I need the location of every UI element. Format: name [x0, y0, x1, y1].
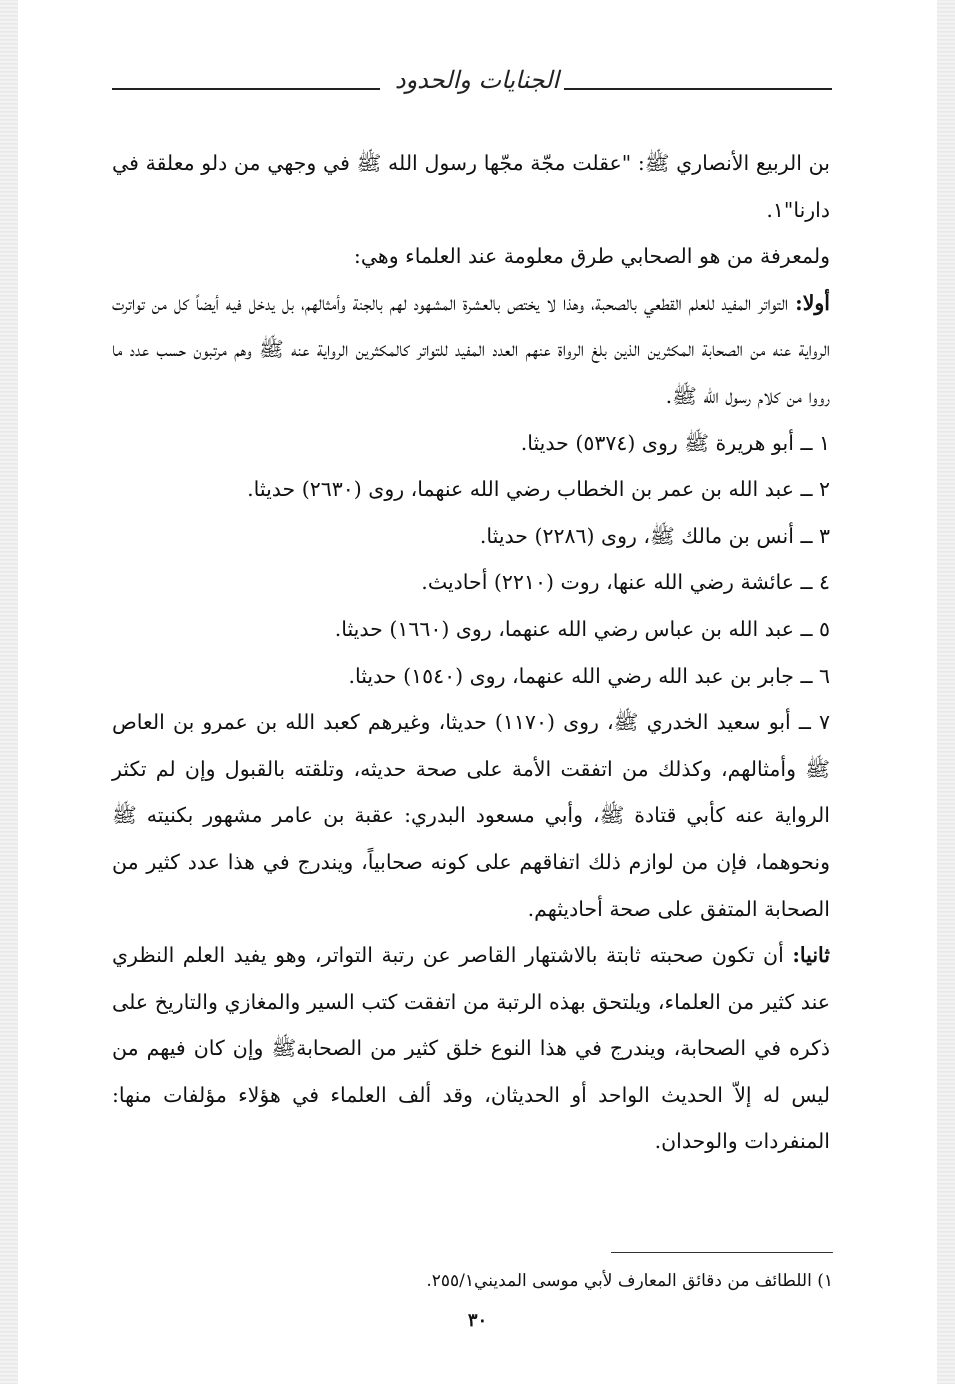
paragraph-second-method: ثانيا: أن تكون صحبته ثابتة بالاشتهار القاصر عن رتبة التواتر، وهو يفيد العلم النظري عند كثير من العلماء، ويلتحق بهذه الرتبة من اتفقت كتب السير والمغازي والتاريخ على ذكره في الصحابة، ويندرج في هذا النوع خلق كثير من الصحابةﷺ وإن كان فيهم من ليس له إلاّ الحديث الواحد أو الحديثان، وقد ألف العلماء في هؤلاء مؤلفات منها: المنفردات والوحدان. — [112, 943, 830, 1154]
list-item: ٤ ــ عائشة رضي الله عنها، روت (٢٢١٠) أحاديث. — [421, 570, 830, 595]
paragraph: بن الربيع الأنصاري ﷺ: "عقلت مجّة مجّها رسول الله ﷺ في وجهي من دلو معلقة في دارنا"١. — [112, 151, 830, 222]
running-head-title: الجنايات والحدود — [394, 66, 560, 94]
list-item: ٥ ــ عبد الله بن عباس رضي الله عنهما، روى (١٦٦٠) حديثا. — [334, 616, 830, 641]
list-item: ٦ ــ جابر بن عبد الله رضي الله عنهما، روى (١٥٤٠) حديثا. — [348, 663, 830, 688]
running-head-rule-right — [564, 88, 832, 90]
section-label: أولا: — [795, 290, 830, 315]
footnote-rule — [611, 1252, 833, 1253]
running-head — [112, 62, 832, 112]
list-item: ٧ ــ أبو سعيد الخدري ﷺ، روى (١١٧٠) حديثا، وغيرهم كعبد الله بن عمرو بن العاص ﷺ وأمثالهم، وكذلك من اتفقت الأمة على صحة حديثه، وتلقته بالقبول وإن لم تكثر الرواية عنه كأبي قتادة ﷺ، وأبي مسعود البدري: عقبة بن عامر مشهور بكنيته ﷺ ونحوهما، فإن من لوازم ذلك اتفاقهم على كونه صحابياً، ويندرج في هذا عدد كثير من الصحابة المتفق على صحة أحاديثهم. — [112, 710, 831, 921]
list-item: ١ ــ أبو هريرة ﷺ روى (٥٣٧٤) حديثا. — [520, 430, 830, 455]
body-text — [112, 140, 830, 1165]
page-number: ٣٠ — [467, 1310, 488, 1331]
list-item: ٣ ــ أنس بن مالك ﷺ، روى (٢٢٨٦) حديثا. — [479, 523, 830, 548]
footnote: ١) اللطائف من دقائق المعارف لأبي موسى المديني٢٥٥/١. — [426, 1271, 833, 1291]
paragraph: ولمعرفة من هو الصحابي طرق معلومة عند العلماء وهي: — [353, 244, 830, 269]
paragraph-first-method: أولا: التواتر المفيد للعلم القطعي بالصحبة، وهذا لا يختص بالعشرة المشهود لهم بالجنة وأمثالهم، بل يدخل فيه أيضاً كل من تواترت الرواية عنه من الصحابة المكثرين الذين بلغ الرواة عنهم العدد المفيد للتواتر كالمكثرين الرواية عنه ﷺ وهم مرتبون حسب عدد ما رووا من كلام رسول الله ﷺ. — [112, 290, 830, 408]
running-head-rule-left — [112, 88, 380, 90]
list-item: ٢ ــ عبد الله بن عمر بن الخطاب رضي الله عنهما، روى (٢٦٣٠) حديثا. — [247, 477, 830, 502]
section-label: ثانيا: — [792, 943, 830, 968]
page-edge-right — [937, 0, 955, 1384]
page-edge-left — [0, 0, 18, 1384]
